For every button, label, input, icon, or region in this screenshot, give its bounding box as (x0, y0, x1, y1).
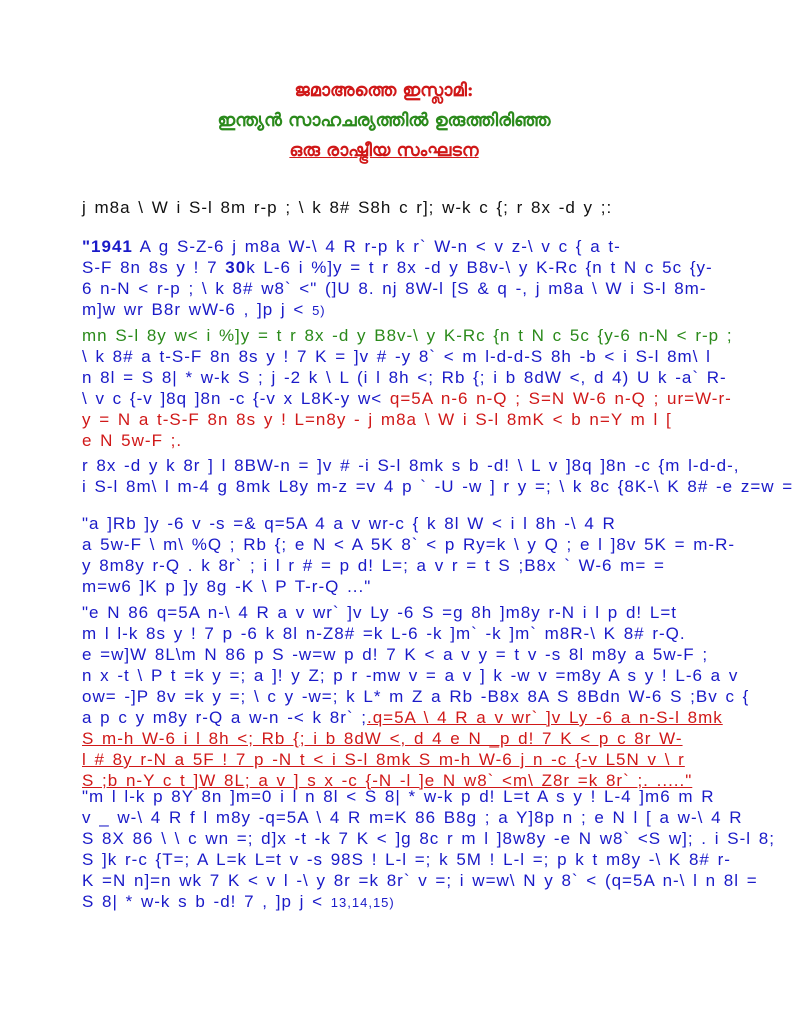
text-line: m l l-k 8s y ! 7 p -6 k 8l n-Z8# =k L-6 -k ]m` -k ]m` m8R-\ K 8# r-Q. (82, 624, 686, 643)
text-line: a p c y m8y r-Q a w-n -< k 8r` ;.q=5A \ 4 R a v wr` ]v Ly -6 a n-S-l 8mk (82, 708, 723, 727)
text-line: l # 8y r-N a 5F ! 7 p -N t < i S-l 8mk S m-h W-6 j n -c {-v L5N v \ r (82, 750, 685, 769)
document-title: ജമാഅത്തെ ഇസ്ലാമി: (294, 80, 474, 101)
text-line: S ]k r-c {T=; A L=k L=t v -s 98S ! L-l =; k 5M ! L-l =; p k t m8y -\ K 8# r- (82, 850, 731, 869)
text-line: S m-h W-6 i l 8h <; Rb {; i b 8dW <, d 4 e N _p d! 7 K < p c 8r W- (82, 729, 683, 748)
citation-ref: 13,14,15) (330, 895, 395, 910)
paragraph-quote-3 (82, 602, 750, 791)
text-line: i S-l 8m\ l m-4 g 8mk L8y m-z =v 4 p ` -U -w ] r y =; \ k 8c {8K-\ K 8# -e z=w = (82, 477, 793, 496)
year-label: "1941 (82, 237, 133, 256)
paragraph-context (82, 455, 793, 497)
text-line: y = N a t-S-F 8n 8s y ! L=n8y - j m8a \ W i S-l 8mK < b n=Y m l [ (82, 410, 672, 429)
text-line: ow= -]P 8v =k y =; \ c y -w=; k L* m Z a Rb -B8x 8A S 8Bdn W-6 S ;Bv c { (82, 687, 750, 706)
page-ref-number: 30 (225, 258, 247, 277)
text-line: v _ w-\ 4 R f l m8y -q=5A \ 4 R m=K 86 B8g ; a Y]8p n ; e N l [ a w-\ 4 R (82, 808, 743, 827)
text-line: S 8| * w-k s b -d! 7 , ]p j < 13,14,15) (82, 892, 395, 911)
text-line: S-F 8n 8s y ! 7 30k L-6 i %]y = t r 8x -d y B8v-\ y K-Rc {n t N c 5c {y- (82, 258, 713, 277)
text-line: a 5w-F \ m\ %Q ; Rb {; e N < A 5K 8` < p Ry=k \ y Q ; e l ]8v 5K = m-R- (82, 535, 736, 554)
text-line: "m l l-k p 8Y 8n ]m=0 i l n 8l < S 8| * w-k p d! L=t A s y ! L-4 ]m6 m R (82, 787, 715, 806)
text-line: m]w wr B8r wW-6 , ]p j < 5) (82, 300, 326, 319)
text-line: r 8x -d y k 8r ] l 8BW-n = ]v # -i S-l 8mk s b -d! \ L v ]8q ]8n -c {m l-d-d-, (82, 456, 740, 475)
text-line: j m8a \ W i S-l 8m r-p ; \ k 8# S8h c r]; w-k c {; r 8x -d y ;: (82, 198, 613, 217)
text-line: \ k 8# a t-S-F 8n 8s y ! 7 K = ]v # -y 8` < m l-d-d-S 8h -b < i S-l 8m\ l (82, 347, 711, 366)
text-line: e =w]W 8L\m N 86 p S -w=w p d! 7 K < a v y = t v -s 8l m8y a 5w-F ; (82, 645, 709, 664)
text-line: "e N 86 q=5A n-\ 4 R a v wr` ]v Ly -6 S =g 8h ]m8y r-N i l p d! L=t (82, 603, 677, 622)
citation-ref: 5) (312, 303, 326, 318)
text-line: e N 5w-F ;. (82, 431, 183, 450)
text-line: m=w6 ]K p ]y 8g -K \ P T-r-Q ..." (82, 577, 372, 596)
paragraph-analysis (82, 325, 733, 451)
text-line: "a ]Rb ]y -6 v -s =& q=5A 4 a v wr-c { k 8l W < i l 8h -\ 4 R (82, 514, 616, 533)
text-line: mn S-l 8y w< i %]y = t r 8x -d y B8v-\ y K-Rc {n t N c 5c {y-6 n-N < r-p ; (82, 326, 733, 345)
text-line: \ v c {-v ]8q ]8n -c {-v x L8K-y w< q=5A n-6 n-Q ; S=N W-6 n-Q ; ur=W-r- (82, 389, 732, 408)
paragraph-quote-4 (82, 786, 775, 912)
highlighted-text: .q=5A \ 4 R a v wr` ]v Ly -6 a n-S-l 8mk (366, 708, 723, 727)
paragraph-quote-1941 (82, 236, 713, 320)
text-line: "1941 A g S-Z-6 j m8a W-\ 4 R r-p k r` W-n < v z-\ v c { a t- (82, 237, 621, 256)
highlighted-text: q=5A n-6 n-Q ; S=N W-6 n-Q ; ur=W-r- (389, 389, 732, 408)
paragraph-intro (82, 197, 692, 218)
text-line: n x -t \ P t =k y =; a ]! y Z; p r -mw v = a v ] k -w v =m8y A s y ! L-6 a v (82, 666, 739, 685)
text-line: S 8X 86 \ \ c wn =; d]x -t -k 7 K < ]g 8c r m l ]8w8y -e N w8` <S w]; . i S-l 8; (82, 829, 775, 848)
paragraph-quote-2 (82, 513, 736, 597)
text-line: K =N n]=n wk 7 K < v l -\ y 8r =k 8r` v =; i w=w\ N y 8` < (q=5A n-\ l n 8l = (82, 871, 758, 890)
document-tagline: ഒരു രാഷ്ട്രീയ സംഘടന (289, 140, 479, 161)
text-line: 6 n-N < r-p ; \ k 8# w8` <" (]U 8. nj 8W-l [S & q -, j m8a \ W i S-l 8m- (82, 279, 707, 298)
document-subtitle: ഇന്ത്യൻ സാഹചര്യത്തിൽ ഉരുത്തിരിഞ്ഞ (217, 110, 551, 131)
text-line: S ;b n-Y c t ]W 8L; a v ] s x -c {-N -l ]e N w8` <m\ Z8r =k 8r` ;. ....." (82, 771, 693, 790)
text-line: n 8l = S 8| * w-k S ; j -2 k \ L (i l 8h <; Rb {; i b 8dW <, d 4) U k -a` R- (82, 368, 727, 387)
text-line: y 8m8y r-Q . k 8r` ; i l r # = p d! L=; a v r = t S ;B8x ` W-6 m= = (82, 556, 665, 575)
